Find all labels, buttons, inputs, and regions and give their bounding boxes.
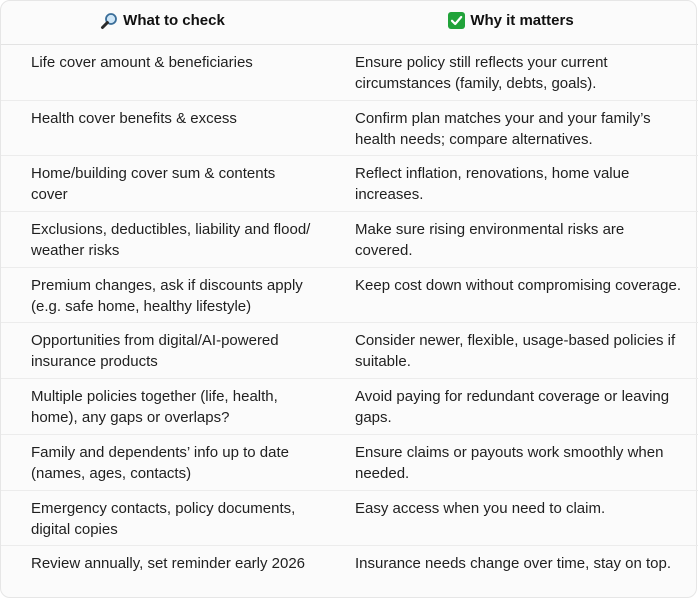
- table-row: [1, 267, 698, 323]
- why-cell: Insurance needs change over time, stay on top.: [355, 555, 672, 573]
- what-cell: Multiple policies together (life, health, home), any gaps or overlaps?: [1, 379, 324, 435]
- what-cell: Opportunities from digital/AI-powered insurance products: [1, 323, 324, 379]
- why-cell: Reflect inflation, renovations, home value increases.: [324, 156, 698, 212]
- what-cell: Health cover benefits & excess: [1, 100, 324, 156]
- table-row: [1, 434, 698, 490]
- what-cell: Home/building cover sum & contents cover: [1, 156, 324, 212]
- what-cell: Family and dependents’ info up to date (names, ages, contacts): [1, 434, 324, 490]
- why-cell: Confirm plan matches your and your family’s health needs; compare alternatives.: [324, 100, 698, 156]
- column-header-why: [324, 1, 698, 45]
- table-row: [1, 379, 698, 435]
- table-row: [1, 323, 698, 379]
- table-row: [1, 490, 698, 546]
- what-cell: Premium changes, ask if discounts apply (e.g. safe home, healthy lifestyle): [1, 267, 324, 323]
- why-cell: Avoid paying for redundant coverage or leaving gaps.: [324, 379, 698, 435]
- why-cell: Consider newer, flexible, usage-based policies if suitable.: [324, 323, 698, 379]
- table-row: [1, 546, 698, 601]
- what-cell: Life cover amount & beneficiaries: [1, 45, 324, 101]
- why-cell: Easy access when you need to claim.: [324, 490, 698, 546]
- what-cell: Review annually, set reminder early 2026: [31, 555, 306, 573]
- magnifying-glass-icon: [100, 12, 118, 30]
- why-cell: Ensure policy still reflects your current circumstances (family, debts, goals).: [324, 45, 698, 101]
- insurance-checklist-table: [1, 1, 698, 601]
- table-header-row: [1, 1, 698, 45]
- table-row: [1, 45, 698, 101]
- table-row: [1, 156, 698, 212]
- green-check-icon: [448, 12, 465, 29]
- column-header-why-label: Why it matters: [470, 12, 574, 29]
- what-cell: Emergency contacts, policy documents, digital copies: [1, 490, 324, 546]
- why-cell: Keep cost down without compromising coverage.: [324, 267, 698, 323]
- column-header-what: [1, 1, 324, 45]
- what-cell: Exclusions, deductibles, liability and flood/ weather risks: [1, 212, 324, 268]
- table-row: [1, 212, 698, 268]
- column-header-what-label: What to check: [123, 12, 225, 29]
- table-row: [1, 100, 698, 156]
- why-cell: Make sure rising environmental risks are covered.: [324, 212, 698, 268]
- why-cell: Ensure claims or payouts work smoothly when needed.: [324, 434, 698, 490]
